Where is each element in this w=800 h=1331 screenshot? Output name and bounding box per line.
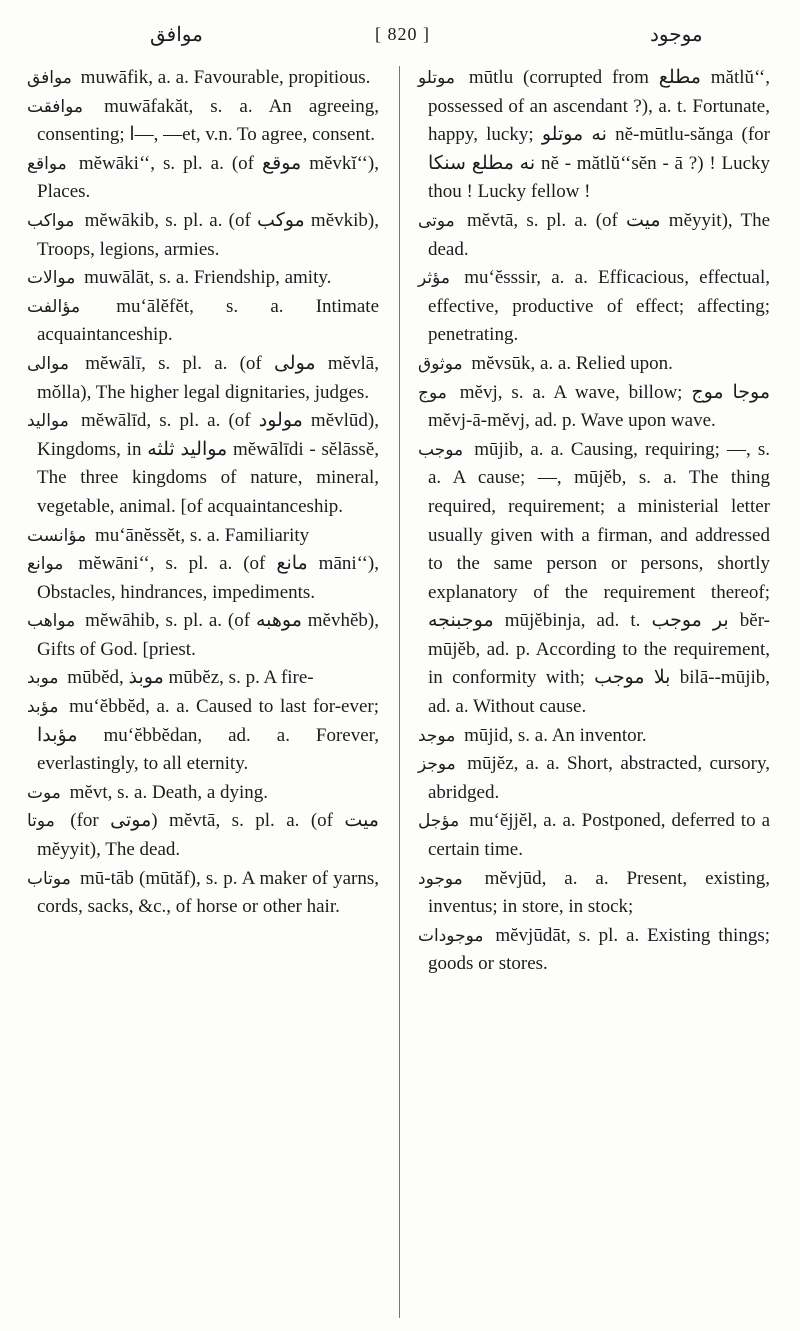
dictionary-entry <box>418 64 770 207</box>
dictionary-entry <box>27 350 379 407</box>
entry-definition: mu‘ālĕfĕt, s. a. Intimate acquaintanceship. <box>37 295 379 346</box>
entry-headword-arabic: مؤبد <box>27 697 59 718</box>
entry-definition: mūjĕz, a. a. Short, abstracted, cursory, abridged. <box>428 753 770 803</box>
entry-definition: mu‘ĕjjĕl, a. a. Postponed, deferred to a certain time. <box>428 810 770 861</box>
header-right-word: موجود <box>650 22 703 46</box>
entry-headword-arabic: مواليد <box>27 411 69 432</box>
entry-definition: mĕwāhib, s. pl. a. (of موهبه mĕvhĕb), Gifts of God. [priest. <box>37 610 380 660</box>
dictionary-entry <box>418 264 770 350</box>
dictionary-entry <box>27 64 379 93</box>
dictionary-entry <box>418 722 770 751</box>
entry-definition: muwālāt, s. a. Friendship, amity. <box>84 267 332 289</box>
entry-headword-arabic: موالات <box>27 268 76 289</box>
entry-definition: mĕvjūd, a. a. Present, existing, inventus; in store, in stock; <box>428 867 770 918</box>
entry-definition: mĕwālīd, s. pl. a. (of مولود mĕvlūd), Kingdoms, in مواليد ثلثه mĕwālīdi - sĕlāssĕ, The three kingdoms of nature, mineral, vegetable, animal. [of acquaintanceship. <box>37 410 380 517</box>
entry-definition: muwāfakăt, s. a. An agreeing, consenting; ا—, —et, v.n. To agree, consent. <box>37 95 379 146</box>
entry-definition: mĕwāki‘‘, s. pl. a. (of موقع mĕvkĭ‘‘), Places. <box>37 152 380 203</box>
dictionary-entry <box>27 93 379 150</box>
right-column <box>418 64 770 979</box>
entry-definition: mūjib, a. a. Causing, requiring; —, s. a. A cause; —, mūjĕb, s. a. The thing required, requirement; a ministerial letter usually given with a firman, and addressed to the same person or persons, shortly explanatory of the requirement thereof; موجبنجه mūjĕbinja, ad. t. بر موجب bĕr-mūjĕb, ad. p. According to the requirement, in conformity with; بلا موجب bilā--mūjib, ad. a. Without cause. <box>428 438 771 718</box>
dictionary-entry <box>27 550 379 607</box>
entry-definition: mĕwālī, s. pl. a. (of مولى mĕvlā, mŏlla), The higher legal dignitaries, judges. <box>37 352 379 403</box>
entry-definition: mĕwākib, s. pl. a. (of موكب mĕvkib), Troops, legions, armies. <box>37 209 380 260</box>
entry-headword-arabic: موافقت <box>27 96 84 117</box>
left-column <box>27 64 379 922</box>
entry-headword-arabic: مواهب <box>27 611 76 632</box>
entry-headword-arabic: موالى <box>27 353 69 374</box>
dictionary-entry <box>27 264 379 293</box>
entry-headword-arabic: موجودات <box>418 925 484 946</box>
entry-definition: mĕvtā, s. pl. a. (of ميت mĕyyit), The dead. <box>428 209 771 260</box>
dictionary-entry <box>27 407 379 521</box>
entry-headword-arabic: موجود <box>418 868 463 889</box>
entry-headword-arabic: مؤالفت <box>27 296 81 317</box>
entry-headword-arabic: موافق <box>27 68 72 88</box>
entry-headword-arabic: موبد <box>27 668 59 689</box>
entry-headword-arabic: موتلو <box>418 68 456 88</box>
entry-definition: mĕvt, s. a. Death, a dying. <box>69 781 269 803</box>
dictionary-entry <box>418 207 770 264</box>
entry-headword-arabic: مؤانست <box>27 525 87 546</box>
page-header <box>0 22 800 62</box>
page-number: [ 820 ] <box>375 24 430 44</box>
entry-headword-arabic: مواكب <box>27 210 75 231</box>
entry-headword-arabic: موج <box>418 382 447 403</box>
dictionary-entry <box>418 436 770 722</box>
entry-definition: (for موتى) mĕvtā, s. pl. a. (of ميت mĕyyit), The dead. <box>37 810 379 861</box>
entry-definition: mūjid, s. a. An inventor. <box>464 724 647 746</box>
dictionary-entry <box>27 150 379 207</box>
dictionary-entry <box>27 779 379 808</box>
entry-headword-arabic: موانع <box>27 554 64 575</box>
entry-definition: mĕvjūdāt, s. pl. a. Existing things; goods or stores. <box>428 924 770 975</box>
dictionary-entry <box>27 807 379 864</box>
entry-headword-arabic: مؤجل <box>418 811 460 832</box>
entry-headword-arabic: موتا <box>27 811 55 832</box>
entry-definition: mūbĕd, موبذ mūbĕz, s. p. A fire- <box>67 667 314 689</box>
dictionary-entry <box>418 865 770 922</box>
header-left-word: موافق <box>150 22 203 46</box>
entry-definition: mū-tāb (mūtăf), s. p. A maker of yarns, cords, sacks, &c., of horse or other hair. <box>37 867 380 918</box>
entry-headword-arabic: موثوق <box>418 353 463 374</box>
entry-headword-arabic: موجب <box>418 439 464 460</box>
entry-definition: mu‘ĕbbĕd, a. a. Caused to last for-ever; مؤبدا mu‘ĕbbĕdan, ad. a. Forever, everlastingly, to all eternity. <box>37 696 380 775</box>
dictionary-entry <box>27 293 379 350</box>
entry-headword-arabic: موت <box>27 782 61 803</box>
entry-headword-arabic: موتى <box>418 210 455 231</box>
dictionary-entry <box>418 807 770 864</box>
entry-headword-arabic: مؤثر <box>418 268 450 289</box>
entry-definition: mĕvsūk, a. a. Relied upon. <box>471 352 673 374</box>
entry-definition: mĕwāni‘‘, s. pl. a. (of مانع māni‘‘), Obstacles, hindrances, impediments. <box>37 553 379 603</box>
entry-headword-arabic: موجد <box>418 725 456 746</box>
dictionary-entry <box>27 522 379 551</box>
entry-headword-arabic: موتاب <box>27 868 71 889</box>
dictionary-entry <box>27 693 379 779</box>
entry-headword-arabic: مواقع <box>27 153 67 174</box>
dictionary-entry <box>27 607 379 664</box>
entry-headword-arabic: موجز <box>418 754 456 775</box>
dictionary-entry <box>418 922 770 979</box>
entry-definition: mu‘ĕsssir, a. a. Efficacious, effectual, effective, productive of effect; affecting; penetrating. <box>428 267 771 346</box>
dictionary-entry <box>418 379 770 436</box>
entry-definition: mu‘ānĕssĕt, s. a. Familiarity <box>94 524 310 546</box>
dictionary-entry <box>27 664 379 693</box>
entry-definition: muwāfik, a. a. Favourable, propitious. <box>80 67 371 88</box>
entry-definition: mūtlu (corrupted from مطلع mătlŭ‘‘, possessed of an ascendant ?), a. t. Fortunate, happy, lucky; نه موتلو nĕ-mūtlu-sănga (for نه مطلع سنكا nĕ - mătlŭ‘‘sĕn - ā ?) ! Lucky thou ! Lucky fellow ! <box>428 67 770 203</box>
dictionary-entry <box>418 750 770 807</box>
dictionary-entry <box>418 350 770 379</box>
dictionary-entry <box>27 865 379 922</box>
column-divider <box>399 66 400 1318</box>
dictionary-entry <box>27 207 379 264</box>
entry-definition: mĕvj, s. a. A wave, billow; موجا موج mĕvj-ā-mĕvj, ad. p. Wave upon wave. <box>428 381 770 432</box>
